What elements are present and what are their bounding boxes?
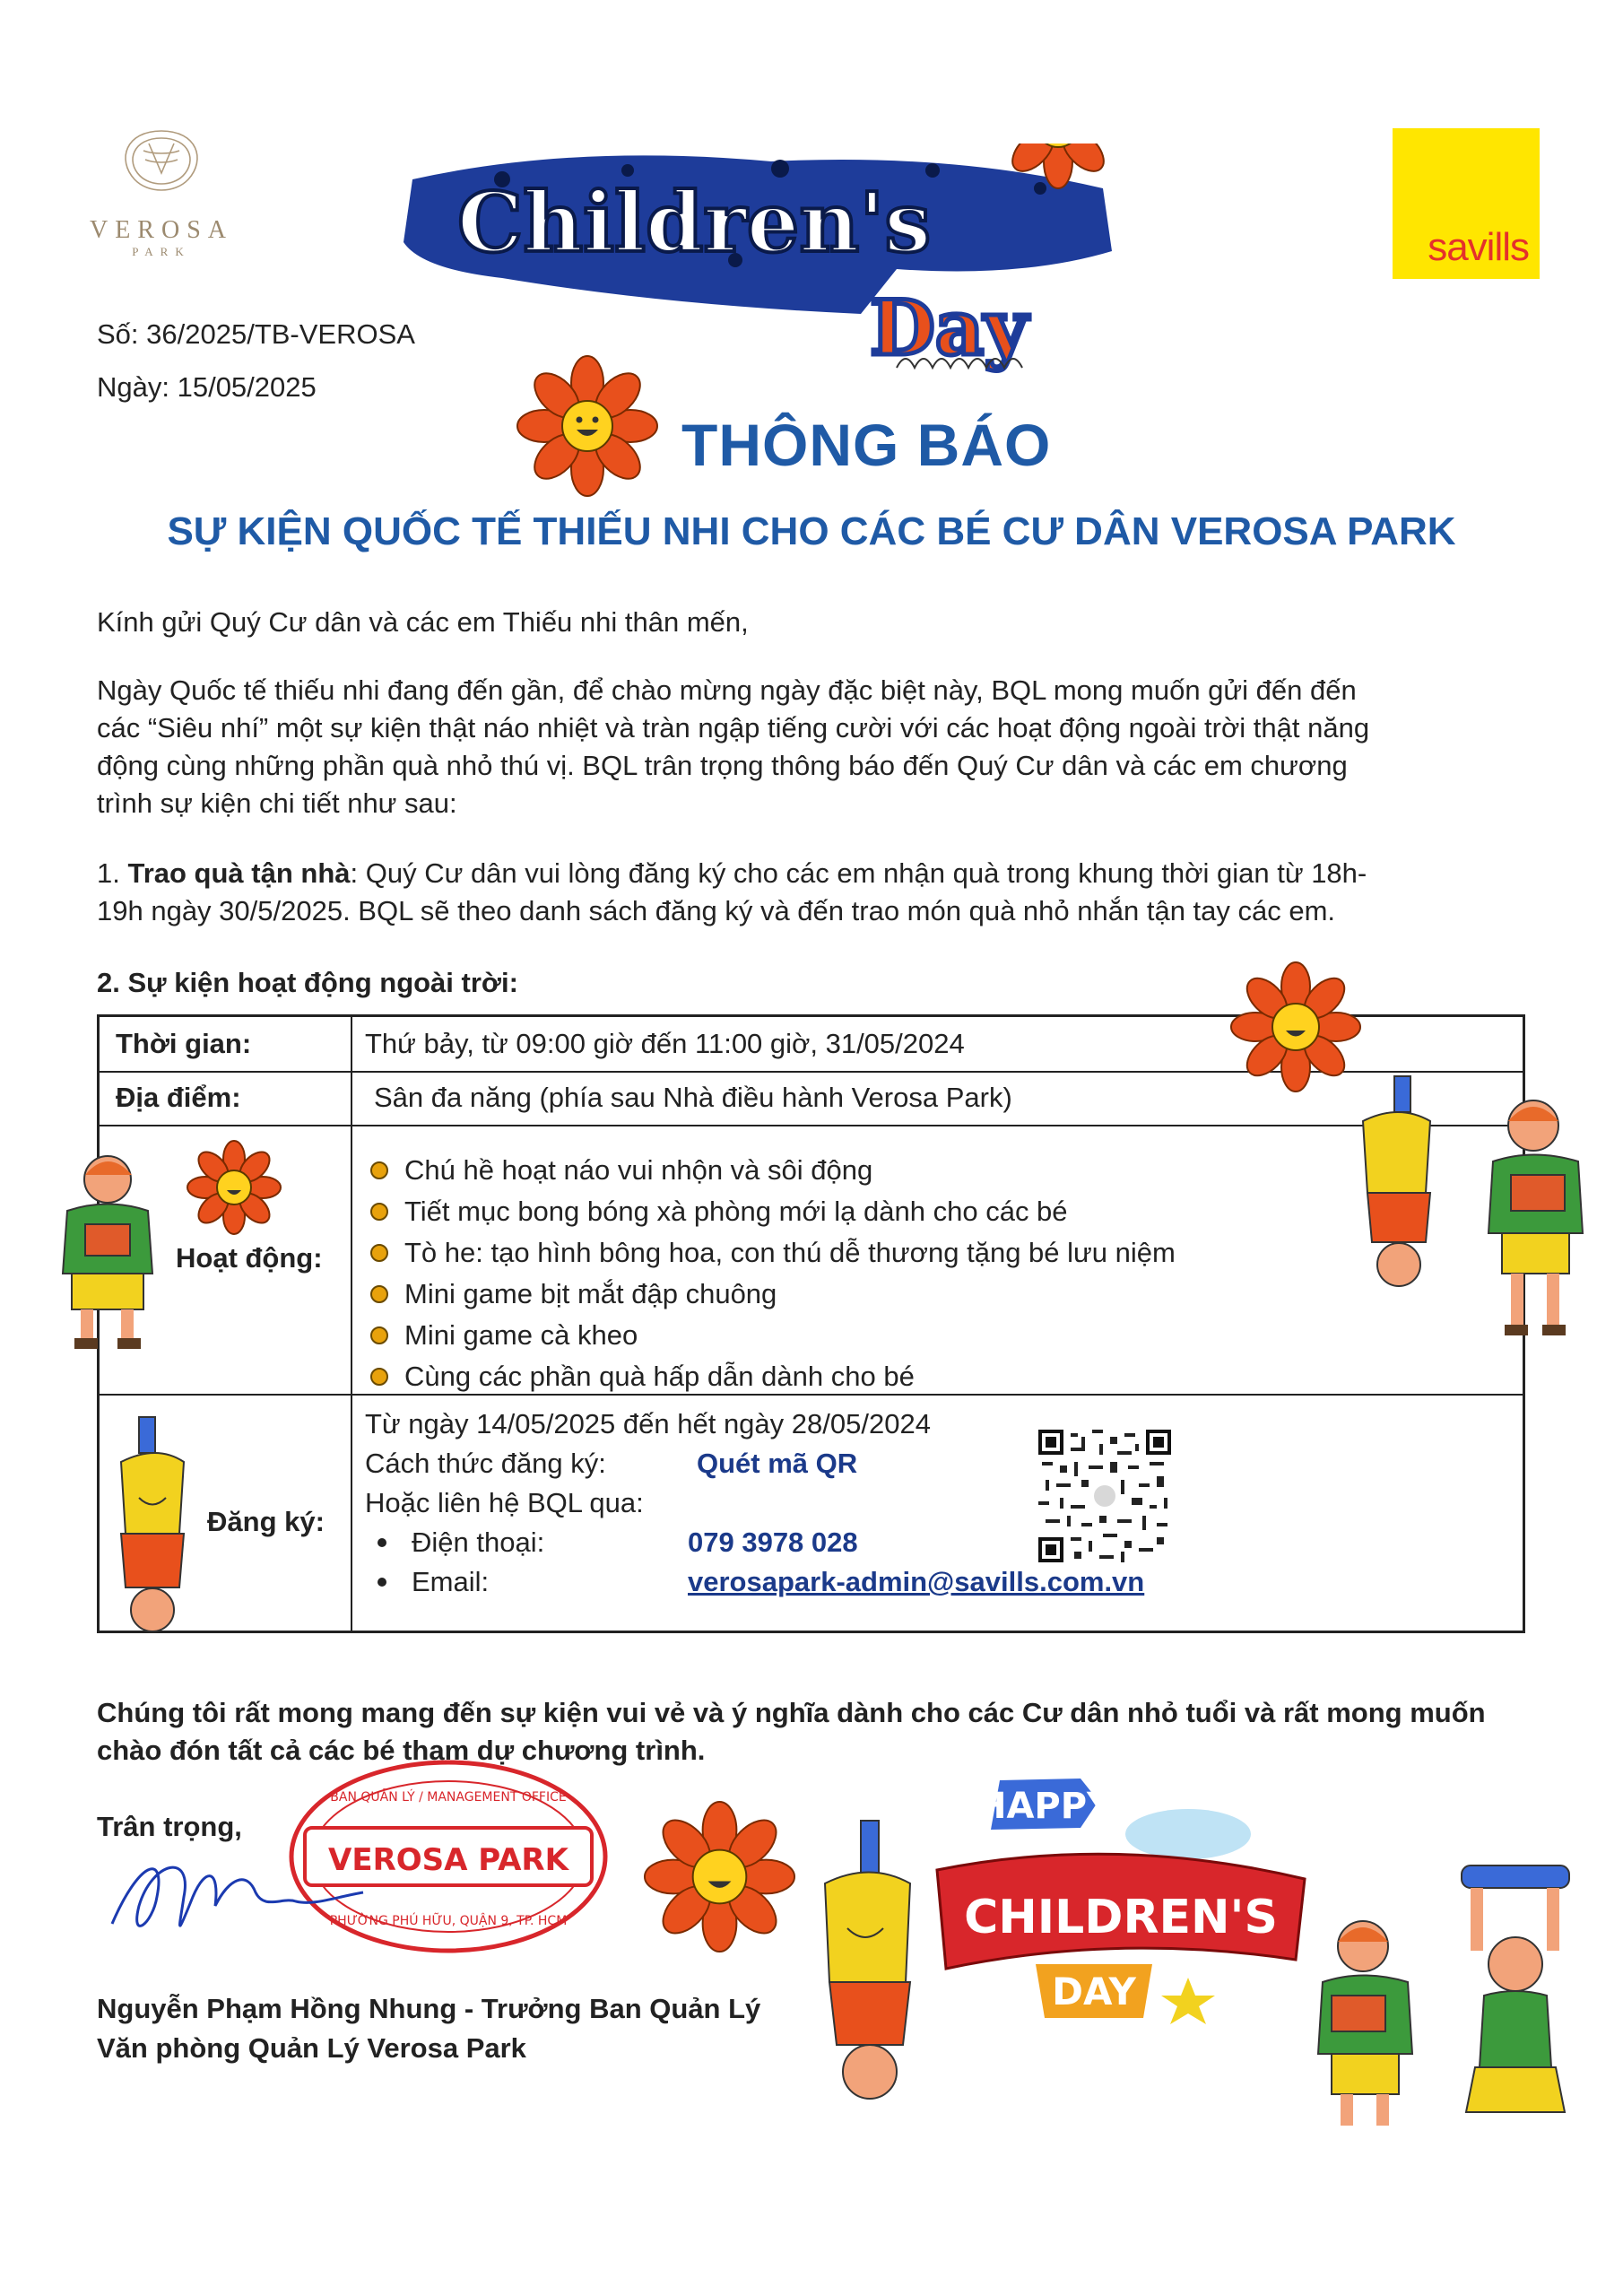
- stamp-top-text: BAN QUẢN LÝ / MANAGEMENT OFFICE: [330, 1790, 567, 1805]
- item-1-text-line2: 19h ngày 30/5/2025. BQL sẽ theo danh sách đăng ký và đến trao món quà nhỏ nhắn tận tay các em.: [97, 895, 1336, 926]
- flower-icon: [185, 1138, 283, 1237]
- register-method-label: Cách thức đăng ký:: [365, 1448, 606, 1479]
- intro-line: trình sự kiện chi tiết như sau:: [97, 787, 457, 819]
- flower-icon: [641, 1798, 798, 1955]
- phone-link[interactable]: 079 3978 028: [688, 1526, 858, 1558]
- activity-text: Tiết mục bong bóng xà phòng mới lạ dành cho các bé: [404, 1196, 1068, 1227]
- intro-line: Ngày Quốc tế thiếu nhi đang đến gần, để chào mừng ngày đặc biệt này, BQL mong muốn gửi đến đến: [97, 674, 1357, 706]
- signature: [103, 1843, 372, 1960]
- list-item: [370, 1191, 1176, 1232]
- register-method-value: Quét mã QR: [697, 1448, 858, 1479]
- time-value: Thứ bảy, từ 09:00 giờ đến 11:00 giờ, 31/05/2024: [365, 1028, 965, 1059]
- intro-line: các “Siêu nhí” một sự kiện thật náo nhiệt và tràn ngập tiếng cười với các hoạt động ngoài trời thật năng: [97, 712, 1370, 744]
- item-1-paragraph: [97, 855, 1532, 930]
- greeting: Kính gửi Quý Cư dân và các em Thiếu nhi thân mến,: [97, 606, 749, 638]
- register-label: Đăng ký:: [207, 1506, 325, 1537]
- time-label: Thời gian:: [116, 1028, 252, 1059]
- child-arms-up-icon: [1435, 1848, 1596, 2144]
- flower-icon: [516, 354, 659, 498]
- verosa-park-logo: [63, 124, 260, 267]
- registration-qr-code[interactable]: [1038, 1430, 1171, 1562]
- contact-intro: Hoặc liên hệ BQL qua:: [365, 1487, 644, 1518]
- child-handstand-icon: [807, 1812, 933, 2108]
- child-handstand-icon: [1341, 1072, 1457, 1296]
- register-details: [365, 1405, 1144, 1602]
- regards: Trân trọng,: [97, 1811, 242, 1842]
- bullet-icon: [370, 1326, 388, 1344]
- register-period: Từ ngày 14/05/2025 đến hết ngày 28/05/2024: [365, 1408, 931, 1439]
- list-item: [370, 1150, 1176, 1191]
- activity-text: Mini game cà kheo: [404, 1319, 638, 1351]
- child-with-book-icon: [31, 1148, 157, 1354]
- signer-office: Văn phòng Quản Lý Verosa Park: [97, 2032, 526, 2064]
- activities-label: Hoạt động:: [176, 1242, 323, 1274]
- activity-text: Cùng các phần quà hấp dẫn dành cho bé: [404, 1361, 915, 1392]
- item-1-heading: Trao quà tận nhà: [127, 857, 351, 889]
- savills-logo-text: savills: [1428, 225, 1529, 269]
- savills-logo: [1393, 128, 1540, 279]
- notice-title: THÔNG BÁO: [681, 412, 1052, 478]
- banner-word-day: Day: [870, 283, 1028, 372]
- activity-text: Chú hề hoạt náo vui nhộn và sôi động: [404, 1154, 873, 1186]
- list-item: [370, 1232, 1176, 1274]
- document-date: Ngày: 15/05/2025: [97, 371, 317, 403]
- stamp-bottom-text: PHƯỜNG PHÚ HỮU, QUẬN 9, TP. HCM: [329, 1914, 568, 1928]
- activity-text: Mini game bịt mắt đập chuông: [404, 1278, 777, 1309]
- bullet-icon: [378, 1538, 386, 1547]
- activity-text: Tò he: tạo hình bông hoa, con thú dễ thương tặng bé lưu niệm: [404, 1237, 1176, 1268]
- flower-icon: [1228, 960, 1363, 1094]
- list-item: [370, 1274, 1176, 1315]
- email-label: Email:: [412, 1566, 490, 1597]
- happy-childrens-day-badge: [928, 1771, 1323, 2040]
- list-item: [370, 1315, 1176, 1356]
- bullet-icon: [370, 1203, 388, 1221]
- stamp-center-text: VEROSA PARK: [328, 1842, 568, 1878]
- child-with-book-icon: [1309, 1910, 1444, 2135]
- bullet-icon: [370, 1368, 388, 1386]
- closing-line: Chúng tôi rất mong mang đến sự kiện vui vẻ và ý nghĩa dành cho các Cư dân nhỏ tuổi và rất mong muốn: [97, 1697, 1486, 1728]
- childrens-day-banner: [395, 144, 1130, 413]
- badge-word-childrens: CHILDREN'S: [964, 1891, 1278, 1944]
- event-details-table: [97, 1014, 1525, 1633]
- document-number: Số: 36/2025/TB-VEROSA: [97, 318, 415, 350]
- table-divider: [351, 1017, 352, 1631]
- badge-word-day: DAY: [1052, 1970, 1136, 2013]
- email-link[interactable]: verosapark-admin@savills.com.vn: [688, 1566, 1145, 1597]
- table-divider: [100, 1125, 1523, 1126]
- place-value: Sân đa năng (phía sau Nhà điều hành Verosa Park): [374, 1082, 1012, 1113]
- event-title: SỰ KIỆN QUỐC TẾ THIẾU NHI CHO CÁC BÉ CƯ DÂN VEROSA PARK: [167, 509, 1456, 553]
- item-1-text: : Quý Cư dân vui lòng đăng ký cho các em nhận quà trong khung thời gian từ 18h-: [350, 857, 1367, 889]
- verosa-logo-sub: PARK: [132, 245, 191, 258]
- intro-line: động cùng những phần quà nhỏ thú vị. BQL trân trọng thông báo đến Quý Cư dân và các em chương: [97, 750, 1348, 781]
- bullet-icon: [378, 1578, 386, 1587]
- signer-name: Nguyễn Phạm Hồng Nhung - Trưởng Ban Quản Lý: [97, 1993, 761, 2024]
- closing-line: chào đón tất cả các bé tham dự chương trình.: [97, 1735, 706, 1766]
- verosa-emblem-icon: [63, 124, 260, 209]
- phone-label: Điện thoại:: [412, 1526, 545, 1558]
- bullet-icon: [370, 1161, 388, 1179]
- item-2-heading: 2. Sự kiện hoạt động ngoài trời:: [97, 967, 518, 998]
- bullet-icon: [370, 1244, 388, 1262]
- activities-list: [370, 1150, 1176, 1397]
- place-label: Địa điểm:: [116, 1082, 241, 1113]
- child-handstand-icon: [103, 1408, 220, 1641]
- badge-word-happy: HAPPY: [976, 1786, 1114, 1827]
- banner-word-childrens: Children's: [457, 174, 932, 271]
- bullet-icon: [370, 1285, 388, 1303]
- signer-block: [97, 1989, 760, 2068]
- item-1-number: 1.: [97, 857, 128, 889]
- list-item: [370, 1356, 1176, 1397]
- child-with-book-icon: [1471, 1090, 1596, 1359]
- verosa-logo-name: VEROSA: [89, 216, 233, 244]
- intro-paragraph: [97, 672, 1532, 822]
